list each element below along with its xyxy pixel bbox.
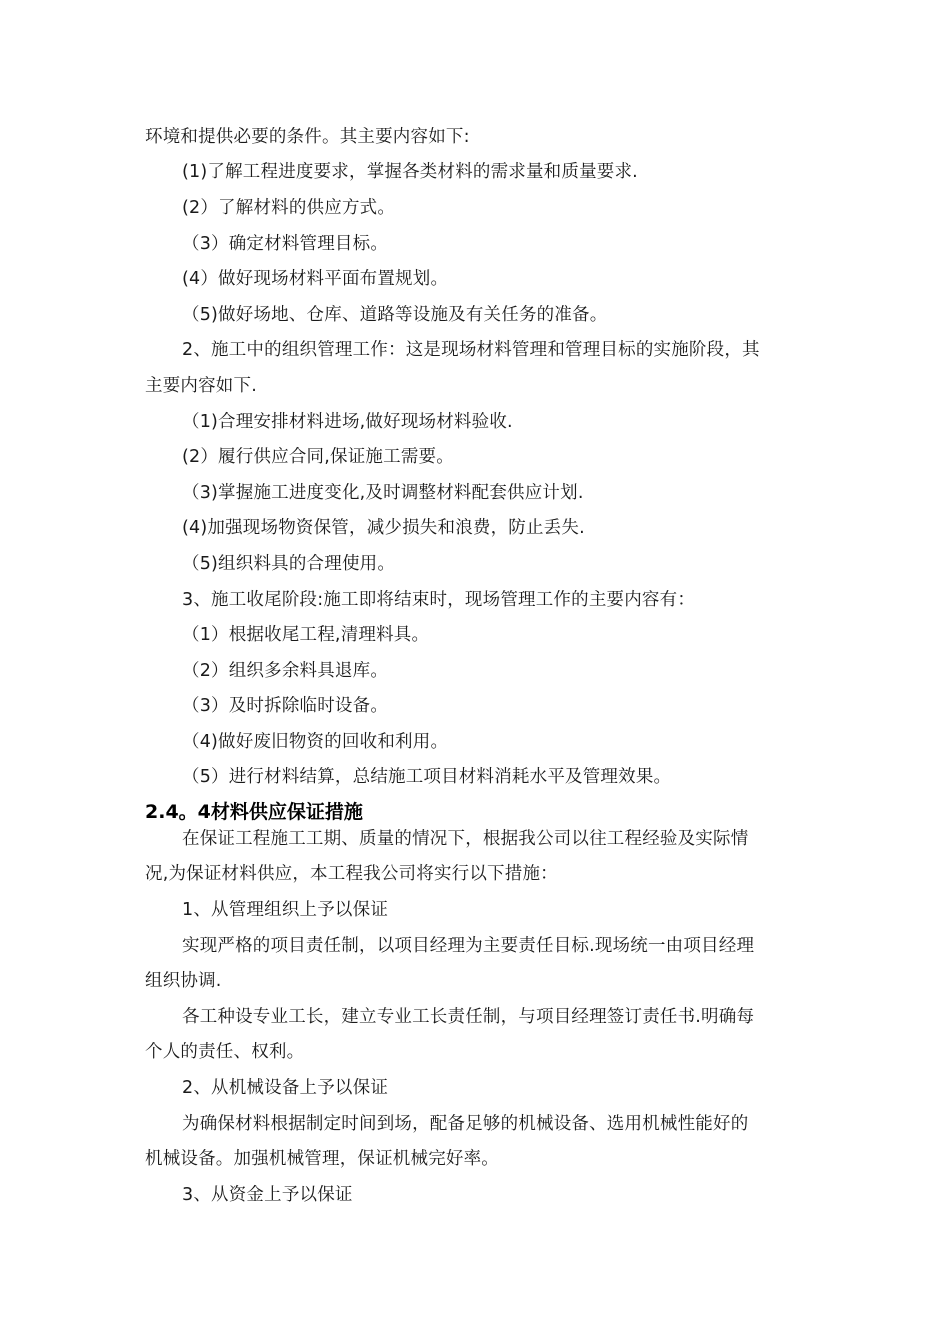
list-item: (2）了解材料的供应方式。 — [182, 198, 396, 218]
subsection-title: 1、从管理组织上予以保证 — [182, 900, 389, 920]
list-item: (4）做好现场材料平面布置规划。 — [182, 269, 449, 289]
subsection-title: 2、从机械设备上予以保证 — [182, 1078, 389, 1098]
list-item: （3）及时拆除临时设备。 — [182, 696, 389, 716]
paragraph-line: 实现严格的项目责任制，以项目经理为主要责任目标.现场统一由项目经理 — [182, 936, 755, 956]
list-item: （1）根据收尾工程,清理料具。 — [182, 625, 430, 645]
list-item: （5）进行材料结算，总结施工项目材料消耗水平及管理效果。 — [182, 767, 672, 787]
paragraph-line: 主要内容如下. — [145, 376, 257, 396]
list-item: （3）确定材料管理目标。 — [182, 234, 389, 254]
list-item: （3)掌握施工进度变化,及时调整材料配套供应计划. — [182, 483, 584, 503]
paragraph-line: 组织协调. — [145, 971, 222, 991]
list-item: （1)合理安排材料进场,做好现场材料验收. — [182, 412, 513, 432]
paragraph-line: 为确保材料根据制定时间到场，配备足够的机械设备、选用机械性能好的 — [182, 1114, 749, 1134]
list-item: （2）组织多余料具退库。 — [182, 661, 389, 681]
subsection-title: 3、从资金上予以保证 — [182, 1185, 353, 1205]
list-item: (1)了解工程进度要求，掌握各类材料的需求量和质量要求. — [182, 162, 638, 182]
list-item: (2）履行供应合同,保证施工需要。 — [182, 447, 454, 467]
section-heading: 2.4。4材料供应保证措施 — [145, 801, 363, 823]
paragraph-line: 机械设备。加强机械管理，保证机械完好率。 — [145, 1149, 499, 1169]
paragraph-line: 2、施工中的组织管理工作：这是现场材料管理和管理目标的实施阶段，其 — [182, 340, 760, 360]
paragraph-line: 3、施工收尾阶段:施工即将结束时，现场管理工作的主要内容有： — [182, 590, 696, 610]
list-item: （5)组织料具的合理使用。 — [182, 554, 396, 574]
paragraph-line: 在保证工程施工工期、质量的情况下，根据我公司以往工程经验及实际情 — [182, 829, 749, 849]
list-item: （5)做好场地、仓库、道路等设施及有关任务的准备。 — [182, 305, 608, 325]
paragraph-line: 环境和提供必要的条件。其主要内容如下: — [145, 127, 470, 147]
paragraph-line: 况,为保证材料供应，本工程我公司将实行以下措施： — [145, 864, 558, 884]
paragraph-line: 个人的责任、权利。 — [145, 1042, 305, 1062]
list-item: (4)加强现场物资保管，减少损失和浪费，防止丢失. — [182, 518, 585, 538]
list-item: （4)做好废旧物资的回收和利用。 — [182, 732, 449, 752]
paragraph-line: 各工种设专业工长，建立专业工长责任制，与项目经理签订责任书.明确每 — [182, 1007, 755, 1027]
